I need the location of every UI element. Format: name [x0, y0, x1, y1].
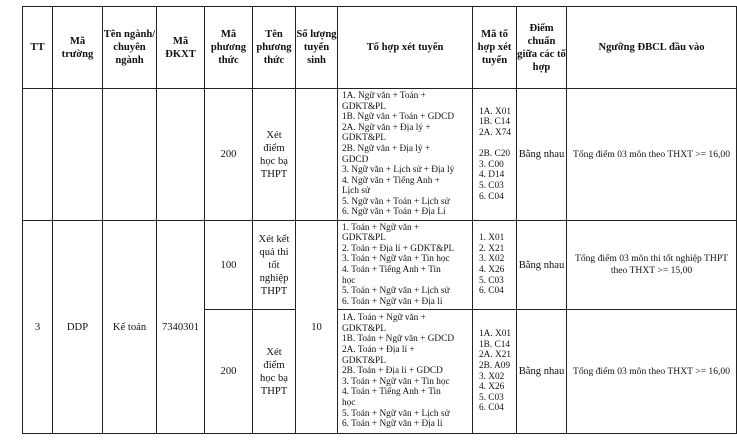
header-tt: TT: [23, 7, 53, 89]
list-line: 1A. Ngữ văn + Toán +: [342, 90, 426, 101]
ma-phuong-thuc-cell: 100: [205, 221, 253, 310]
to-hop-list: [338, 310, 473, 434]
header-ma-dkxt: Mã ĐKXT: [157, 7, 205, 89]
ten-phuong-thuc-cell: Xét kết quả thi tốt nghiệp THPT: [253, 221, 296, 310]
list-line: 5. C03: [479, 180, 504, 191]
list-line: GDCD: [342, 154, 369, 165]
nguong-cell: Tổng điểm 03 môn theo THXT >= 16,00: [567, 89, 737, 221]
list-line: 4. D14: [479, 170, 505, 181]
list-line: [479, 139, 514, 150]
ten-phuong-thuc-cell: Xét điểm học bạ THPT: [253, 310, 296, 434]
list-line: 5. Ngữ văn + Toán + Lịch sử: [342, 196, 450, 207]
list-line: 2B. Toán + Địa lí + GDCD: [342, 366, 443, 377]
header-row: [23, 7, 737, 89]
list-line: 1B. Ngữ văn + Toán + GDCD: [342, 112, 455, 123]
list-line: 5. C03: [479, 392, 504, 403]
list-line: 2B. A09: [479, 360, 510, 371]
header-diem-chuan: Điểm chuẩn giữa các tổ hợp: [517, 7, 567, 89]
list-line: 6. C04: [479, 286, 504, 297]
tt-cell: 3: [23, 221, 53, 434]
admission-table: [22, 6, 737, 434]
list-line: 4. X26: [479, 265, 505, 275]
so-luong-cell: 10: [296, 221, 338, 434]
list-line: 4. X26: [479, 382, 505, 393]
header-ten-nganh: Tên ngành/ chuyên ngành: [103, 7, 157, 89]
table-row: [23, 221, 737, 310]
list-line: Lịch sử: [342, 186, 371, 197]
header-to-hop: Tổ hợp xét tuyển: [338, 7, 473, 89]
list-line: GDKT&PL: [342, 133, 386, 144]
list-line: 3. Toán + Ngữ văn + Tin học: [342, 376, 450, 387]
list-line: 4. Toán + Tiếng Anh + Tin: [342, 265, 441, 275]
list-line: 1B. Toán + Ngữ văn + GDCD: [342, 334, 455, 345]
header-ma-truong: Mã trường: [53, 7, 103, 89]
list-line: 2A. X74: [479, 128, 512, 139]
nguong-cell: Tổng điểm 03 môn thi tốt nghiệp THPT theo THXT >= 15,00: [567, 221, 737, 310]
diem-chuan-cell: Bằng nhau: [517, 310, 567, 434]
list-line: học: [342, 275, 356, 286]
ma-to-hop-list: [473, 221, 517, 310]
list-line: 3. Ngữ văn + Lịch sử + Địa lý: [342, 165, 455, 176]
list-line: 2A. Toán + Địa lí +: [342, 345, 415, 356]
list-line: 1B. C14: [479, 117, 510, 128]
list-line: GDKT&PL: [342, 323, 386, 334]
list-line: 5. C03: [479, 275, 504, 286]
ma-dkxt-cell: 7340301: [157, 221, 205, 434]
list-line: 6. Ngữ văn + Toán + Địa Lí: [342, 207, 446, 218]
ten-nganh-cell: [103, 89, 157, 221]
list-line: 4. Toán + Tiếng Anh + Tin: [342, 387, 441, 398]
list-line: 1A. X01: [479, 106, 512, 117]
header-ma-phuong-thuc: Mã phương thức: [205, 7, 253, 89]
diem-chuan-cell: Bằng nhau: [517, 89, 567, 221]
list-line: 4. Ngữ văn + Tiếng Anh +: [342, 175, 440, 186]
list-line: 2B. C20: [479, 149, 510, 160]
list-line: GDKT&PL: [342, 355, 386, 366]
list-line: 1B. C14: [479, 339, 510, 350]
ma-phuong-thuc-cell: 200: [205, 89, 253, 221]
list-line: GDKT&PL: [342, 233, 386, 244]
ma-to-hop-list: [473, 310, 517, 434]
ma-phuong-thuc-cell: 200: [205, 310, 253, 434]
list-line: 6. C04: [479, 403, 504, 414]
list-line: 2A. Ngữ văn + Địa lý +: [342, 122, 431, 133]
list-line: 3. C00: [479, 159, 504, 170]
header-ten-phuong-thuc: Tên phương thức: [253, 7, 296, 89]
diem-chuan-cell: Bằng nhau: [517, 221, 567, 310]
list-line: 2. Toán + Địa lí + GDKT&PL: [342, 243, 455, 254]
ma-to-hop-list: [473, 89, 517, 221]
ma-truong-cell: DDP: [53, 221, 103, 434]
list-line: 6. C04: [479, 191, 504, 202]
list-line: 1A. X01: [479, 329, 512, 340]
ten-phuong-thuc-cell: Xét điểm học bạ THPT: [253, 89, 296, 221]
header-so-luong: Số lượng tuyển sinh: [296, 7, 338, 89]
list-line: 5. Toán + Ngữ văn + Lịch sử: [342, 408, 450, 419]
list-line: 1A. Toán + Ngữ văn +: [342, 313, 426, 324]
header-nguong: Ngưỡng ĐBCL đầu vào: [567, 7, 737, 89]
nguong-cell: Tổng điểm 03 môn theo THXT >= 16,00: [567, 310, 737, 434]
list-line: 6. Toán + Ngữ văn + Địa lí: [342, 296, 443, 307]
list-line: 3. X02: [479, 254, 505, 265]
ma-dkxt-cell: [157, 89, 205, 221]
ma-truong-cell: [53, 89, 103, 221]
list-line: 1. X01: [479, 233, 505, 244]
list-line: GDKT&PL: [342, 101, 386, 112]
list-line: 3. Toán + Ngữ văn + Tin học: [342, 254, 450, 265]
table-row: [23, 89, 737, 221]
to-hop-list: [338, 221, 473, 310]
list-line: học: [342, 397, 356, 408]
tt-cell: [23, 89, 53, 221]
list-line: 2A. X21: [479, 350, 512, 361]
ten-nganh-cell: Kế toán: [103, 221, 157, 434]
list-line: 3. X02: [479, 371, 505, 382]
list-line: 1. Toán + Ngữ văn +: [342, 222, 420, 233]
to-hop-list: [338, 89, 473, 221]
header-ma-to-hop: Mã tổ hợp xét tuyển: [473, 7, 517, 89]
list-line: 2B. Ngữ văn + Địa lý +: [342, 143, 431, 154]
list-line: 6. Toán + Ngữ văn + Địa lí: [342, 419, 443, 430]
list-line: 5. Toán + Ngữ văn + Lịch sử: [342, 286, 450, 297]
so-luong-cell: [296, 89, 338, 221]
list-line: 2. X21: [479, 243, 505, 254]
